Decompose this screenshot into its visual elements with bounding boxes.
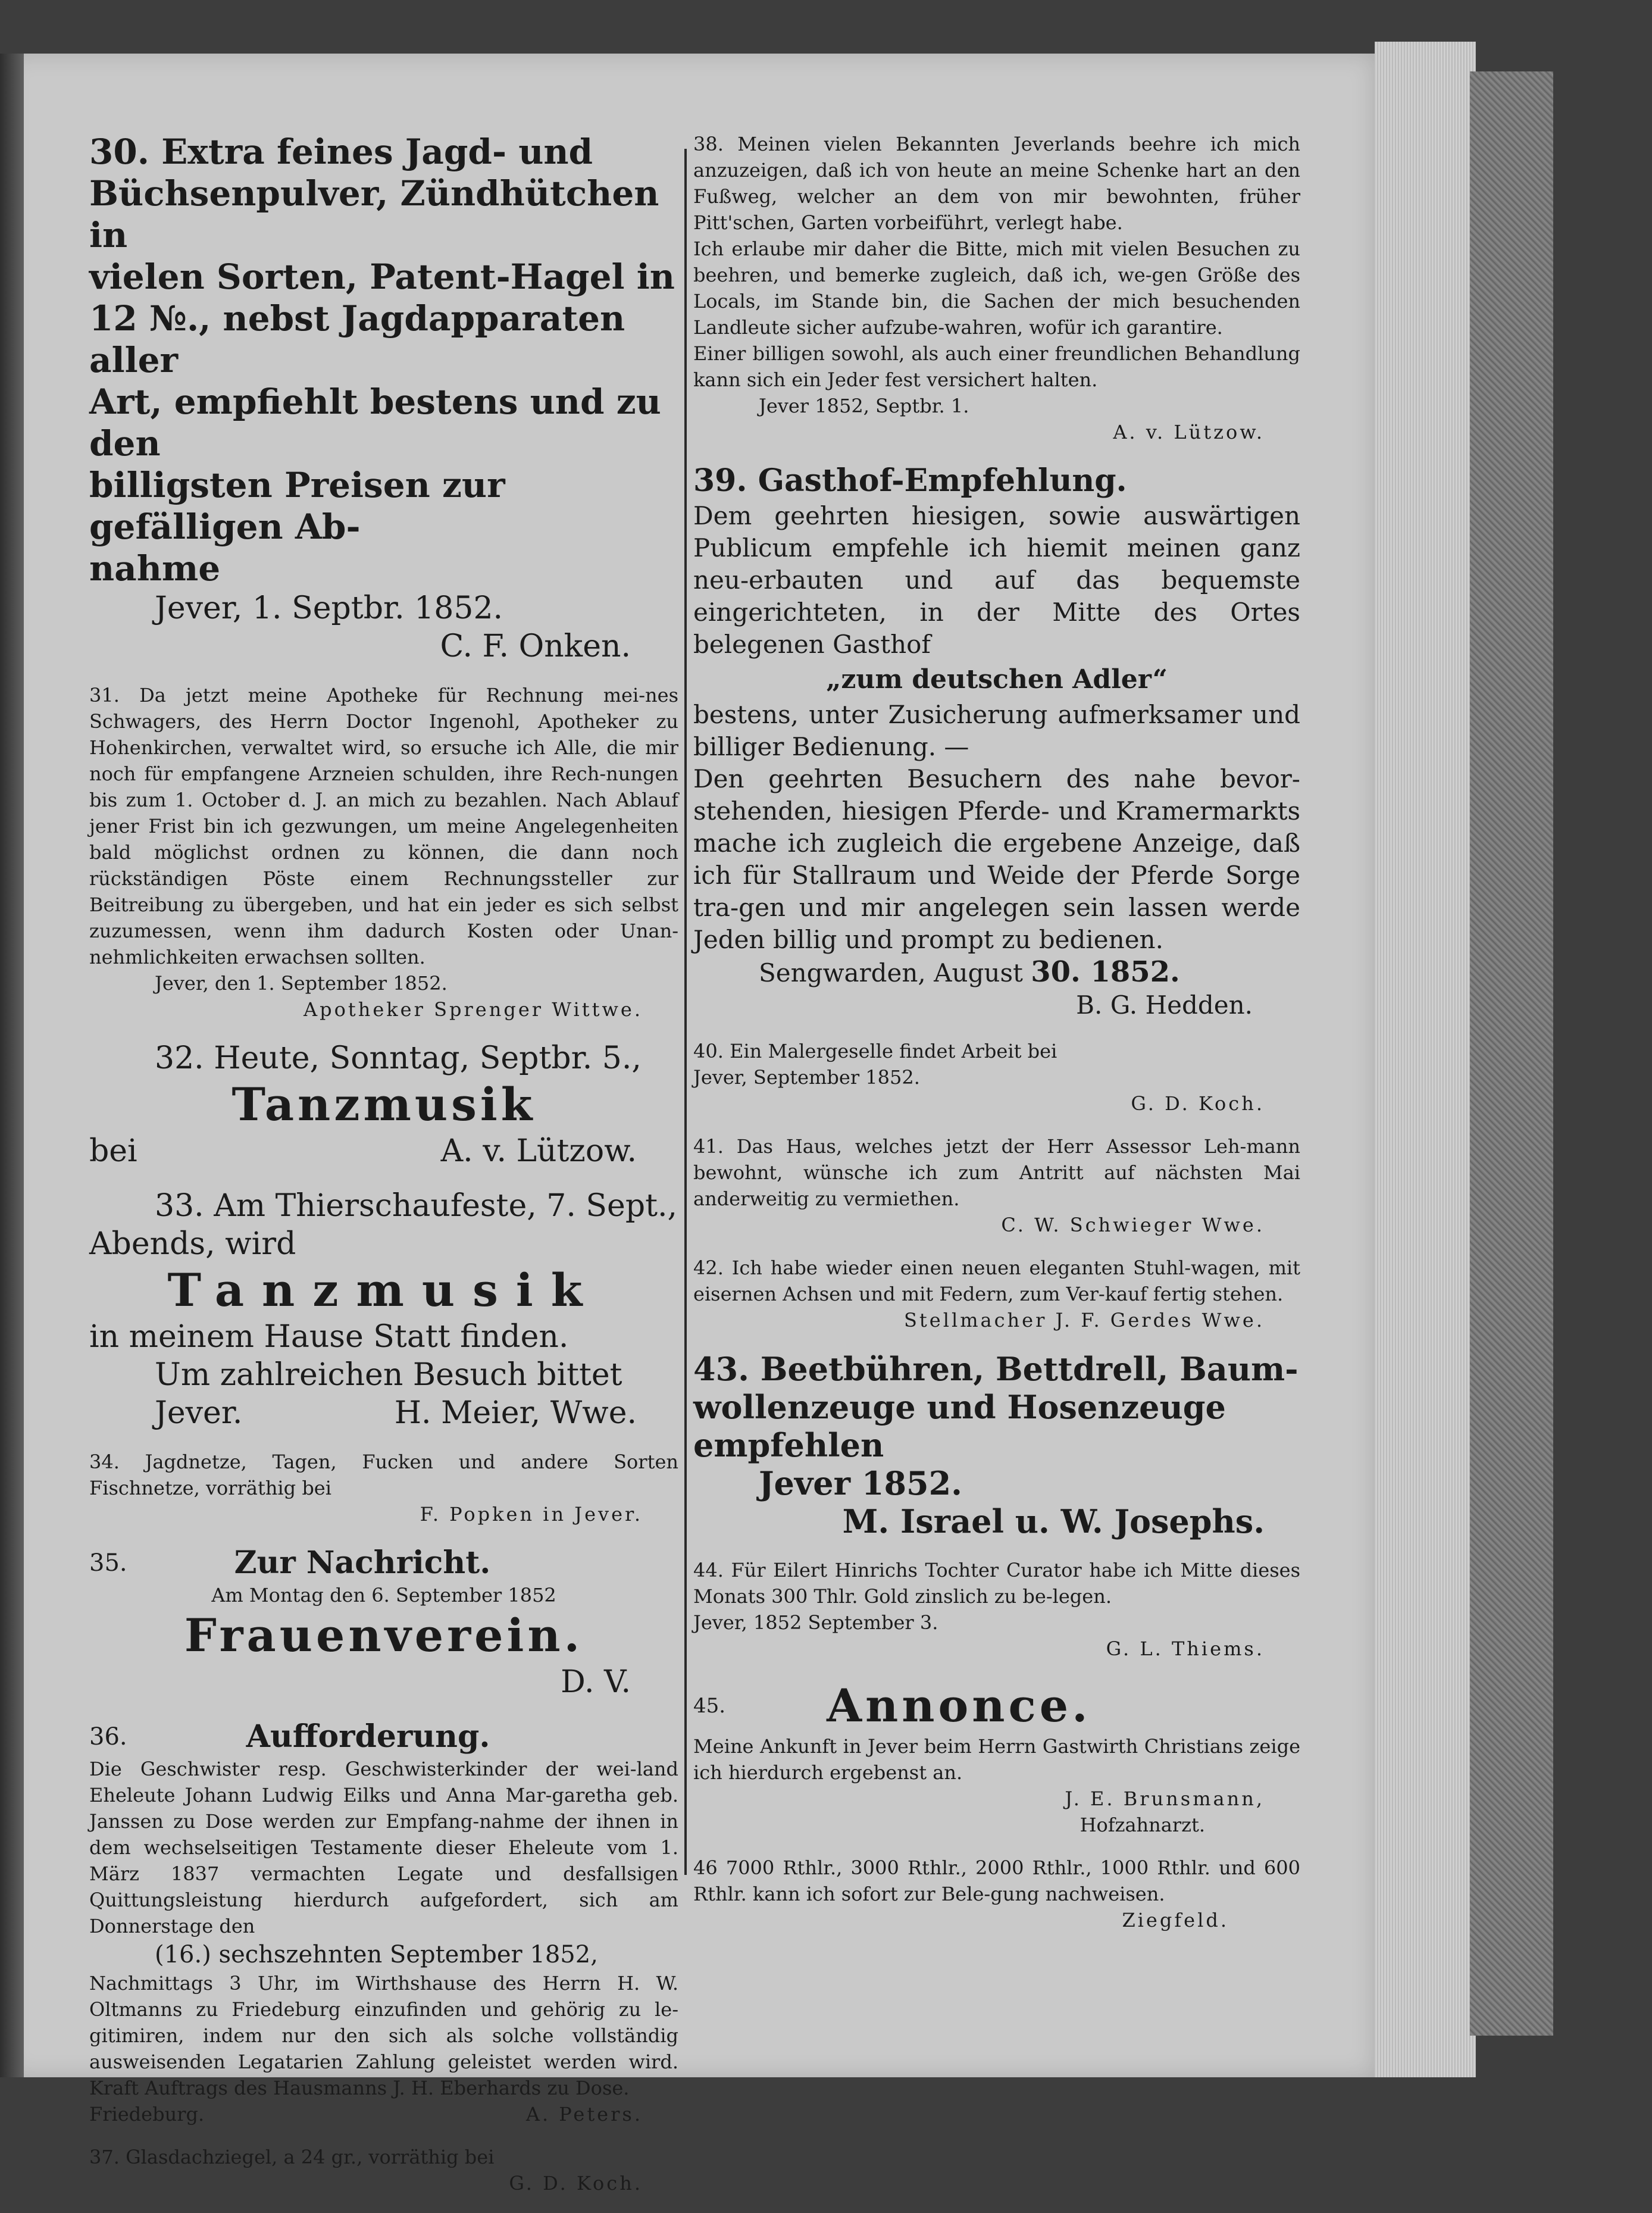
ad-40-signer: G. D. Koch. <box>1131 1092 1265 1115</box>
ad-44-text: 44. Für Eilert Hinrichs Tochter Curator habe ich Mitte dieses Monats 300 Thlr. Gold zinslich zu be-legen. <box>693 1559 1300 1608</box>
ad-41-text: 41. Das Haus, welches jetzt der Herr Assessor Leh-mann bewohnt, wünsche ich zum Antritt auf nächsten Mai anderweitig zu vermiethen. <box>693 1135 1300 1210</box>
ad-33-line: Um zahlreichen Besuch bittet <box>155 1357 622 1393</box>
ad-30-signer: C. F. Onken. <box>440 629 631 664</box>
ad-33-display: Tanzmusik <box>167 1264 600 1317</box>
ad-38-text2: Ich erlaube mir daher die Bitte, mich mit vielen Besuchen zu beehren, und bemerke zugleich, daß ich, we-gen Größe des Locals, im Stande bin, die Sachen der mich besuchenden Landleute sicher aufzube-wahren, wofür ich garantire. <box>693 237 1300 339</box>
ad-30-line: Art, empfiehlt bestens und zu den <box>89 382 661 464</box>
ad-38-place: Jever 1852, Septbr. 1. <box>759 395 969 417</box>
ad-39-text2: bestens, unter Zusicherung aufmerksamer und billiger Bedienung. — <box>693 700 1300 761</box>
ad-46-signer: Ziegfeld. <box>1122 1909 1229 1931</box>
ad-35-sub: Am Montag den 6. September 1852 <box>211 1584 556 1606</box>
ad-35-header <box>89 1544 678 1582</box>
ad-36-place: Friedeburg. <box>89 2103 205 2126</box>
ad-44 <box>693 1557 1300 1662</box>
page-edges <box>1375 42 1476 2077</box>
ad-33-line: in meinem Hause Statt finden. <box>89 1319 569 1355</box>
ad-32-bei: bei <box>89 1133 137 1169</box>
ad-34-signer: F. Popken in Jever. <box>420 1503 643 1526</box>
ad-33-place: Jever. <box>155 1395 243 1431</box>
ad-33-line: 33. Am Thierschaufeste, 7. Sept., <box>155 1188 678 1224</box>
ad-31 <box>89 682 678 1023</box>
ad-35-heading: Zur Nachricht. <box>234 1545 491 1581</box>
ad-36-date: (16.) sechszehnten September 1852, <box>155 1941 598 1968</box>
ad-43-line: Jever 1852. <box>759 1464 962 1502</box>
ad-37-text: 37. Glasdachziegel, a 24 gr., vorräthig bei <box>89 2146 495 2168</box>
ad-36-text2: Nachmittags 3 Uhr, im Wirthshause des Herrn H. W. Oltmanns zu Friedeburg einzufinden und gehörig zu le-gitimiren, indem nur den sich als solche vollständig ausweisenden Legatarien Zahlung geleistet werden wird. Kraft Auftrags des Hausmanns J. H. Eberhards zu Dose. <box>89 1972 678 2099</box>
ad-37-signer: G. D. Koch. <box>509 2172 643 2195</box>
ad-45-title: Hofzahnarzt. <box>1080 1814 1205 1836</box>
ad-43-line: wollenzeuge und Hosenzeuge empfehlen <box>693 1388 1226 1464</box>
ad-45-display: Annonce. <box>827 1679 1091 1732</box>
ad-43-signer: M. Israel u. W. Josephs. <box>842 1502 1265 1540</box>
ad-36-num: 36. <box>89 1723 127 1751</box>
ad-30 <box>89 131 678 665</box>
ad-34 <box>89 1449 678 1527</box>
ad-45-num: 45. <box>693 1694 726 1718</box>
ad-32-footer <box>89 1132 678 1170</box>
ad-30-line: nahme <box>89 548 221 589</box>
ad-38 <box>693 131 1300 445</box>
ad-44-signer: G. L. Thiems. <box>1106 1637 1265 1660</box>
ad-39-text3: Den geehrten Besuchern des nahe bevor-stehenden, hiesigen Pferde- und Kramermarkts mache ich zugleich die ergebene Anzeige, daß ich für Stallraum und Weide der Pferde Sorge tra-gen und mir angelegen sein lassen werde Jeden billig und prompt zu bedienen. <box>693 764 1300 954</box>
ad-41 <box>693 1133 1300 1238</box>
ad-38-text3: Einer billigen sowohl, als auch einer freundlichen Behandlung kann sich ein Jeder fest versichert halten. <box>693 342 1300 391</box>
ad-32-line: 32. Heute, Sonntag, Septbr. 5., <box>155 1040 642 1076</box>
ad-36 <box>89 1718 678 2127</box>
book-cover <box>1470 71 1553 2036</box>
ad-45-signer: J. E. Brunsmann, <box>1065 1787 1265 1810</box>
ad-39-text: Dem geehrten hiesigen, sowie auswärtigen Publicum empfehle ich hiemit meinen ganz neu-erbauten und auf das bequemste eingerichteten, in der Mitte des Ortes belegenen Gasthof <box>693 501 1300 659</box>
ad-35-display: Frauenverein. <box>184 1609 584 1662</box>
ad-32-signer: A. v. Lützow. <box>440 1133 637 1169</box>
ad-35 <box>89 1544 678 1701</box>
ad-30-line: vielen Sorten, Patent-Hagel in <box>89 257 675 297</box>
ad-39-date: 30. 1852. <box>1031 955 1180 989</box>
ad-39-name: „zum deutschen Adler“ <box>826 664 1168 695</box>
ad-45 <box>693 1678 1300 1838</box>
ad-36-footer <box>89 2101 678 2127</box>
ad-40-text: 40. Ein Malergeselle findet Arbeit bei <box>693 1040 1057 1062</box>
right-column <box>693 131 1300 1950</box>
ad-40-place: Jever, September 1852. <box>693 1066 920 1089</box>
ad-39-heading: 39. Gasthof-Empfehlung. <box>693 462 1127 499</box>
ad-39-place: Sengwarden, August <box>759 958 1023 987</box>
ad-34-text: 34. Jagdnetze, Tagen, Fucken und andere Sorten Fischnetze, vorräthig bei <box>89 1451 678 1499</box>
ad-33 <box>89 1187 678 1432</box>
ad-36-header <box>89 1718 678 1756</box>
ad-42-signer: Stellmacher J. F. Gerdes Wwe. <box>904 1309 1265 1331</box>
ad-45-text: Meine Ankunft in Jever beim Herrn Gastwirth Christians zeige ich hierdurch ergebenst an. <box>693 1735 1300 1784</box>
ad-36-text: Die Geschwister resp. Geschwisterkinder der wei-land Eheleute Johann Ludwig Eilks und Anna Mar-garetha geb. Janssen zu Dose werden zur Empfang-nahme der ihnen in dem wechselseitigen Testamente dieser Eheleute vom 1. März 1837 vermachten Legate und desfallsigen Quittungsleistung hierdurch aufgefordert, sich am Donnerstage den <box>89 1758 678 1937</box>
ad-42 <box>693 1255 1300 1333</box>
ad-33-signer: H. Meier, Wwe. <box>394 1395 637 1431</box>
ad-42-text: 42. Ich habe wieder einen neuen eleganten Stuhl-wagen, mit eisernen Achsen und mit Federn, zum Ver-kauf fertig stehen. <box>693 1256 1300 1305</box>
ad-38-text: 38. Meinen vielen Bekannten Jeverlands beehre ich mich anzuzeigen, daß ich von heute an meine Schenke hart an den Fußweg, welcher an dem von mir bewohnten, früher Pitt'schen, Garten vorbeiführt, verlegt habe. <box>693 133 1300 234</box>
ad-36-signer: A. Peters. <box>525 2103 643 2126</box>
ad-30-line: billigsten Preisen zur gefälligen Ab- <box>89 465 505 547</box>
ad-30-line: 30. Extra feines Jagd- und <box>89 132 593 172</box>
ad-38-signer: A. v. Lützow. <box>1113 421 1265 443</box>
ad-33-footer <box>89 1394 678 1432</box>
ad-30-line: 12 №., nebst Jagdapparaten aller <box>89 298 625 380</box>
ad-39-signer: B. G. Hedden. <box>1076 990 1253 1020</box>
ad-30-place: Jever, 1. Septbr. 1852. <box>155 590 503 626</box>
ad-33-line: Abends, wird <box>89 1226 296 1262</box>
ad-45-header <box>693 1678 1300 1733</box>
ad-32-display: Tanzmusik <box>231 1078 536 1131</box>
ad-44-place: Jever, 1852 September 3. <box>693 1611 938 1634</box>
ad-39-dateline <box>693 956 1300 989</box>
ad-40 <box>693 1038 1300 1117</box>
ad-36-heading: Aufforderung. <box>246 1718 490 1755</box>
ad-30-line: Büchsenpulver, Zündhütchen in <box>89 173 659 255</box>
ad-39 <box>693 462 1300 1021</box>
column-divider <box>684 149 687 1875</box>
ad-31-text: 31. Da jetzt meine Apotheke für Rechnung mei-nes Schwagers, des Herrn Doctor Ingenohl, Apotheker zu Hohenkirchen, verwaltet wird, so ersuche ich Alle, die mir noch für empfangene Arzneien schulden, ihre Rech-nungen bis zum 1. October d. J. an mich zu bezahlen. Nach Ablauf jener Frist bin ich gezwungen, um meine Angelegenheiten bald möglichst ordnen zu können, die dann noch rückständigen Pöste einem Rechnungssteller zur Beitreibung zu übergeben, und hat ein jeder es sich selbst zuzumessen, wenn ihm dadurch Kosten oder Unan-nehmlichkeiten erwachsen sollten. <box>89 684 678 968</box>
ad-37 <box>89 2144 678 2196</box>
ad-46 <box>693 1855 1300 1933</box>
ad-35-num: 35. <box>89 1549 127 1577</box>
ad-46-text: 46 7000 Rthlr., 3000 Rthlr., 2000 Rthlr., 1000 Rthlr. und 600 Rthlr. kann ich sofort zur Bele-gung nachweisen. <box>693 1856 1300 1905</box>
ad-35-signer: D. V. <box>561 1664 631 1700</box>
ad-32 <box>89 1039 678 1170</box>
ad-31-signer: Apotheker Sprenger Wittwe. <box>304 998 643 1021</box>
ad-43-line: 43. Beetbühren, Bettdrell, Baum- <box>693 1350 1299 1388</box>
left-column <box>89 131 678 2213</box>
ad-31-place: Jever, den 1. September 1852. <box>155 972 448 995</box>
ad-43 <box>693 1350 1300 1540</box>
ad-41-signer: C. W. Schwieger Wwe. <box>1001 1214 1265 1236</box>
